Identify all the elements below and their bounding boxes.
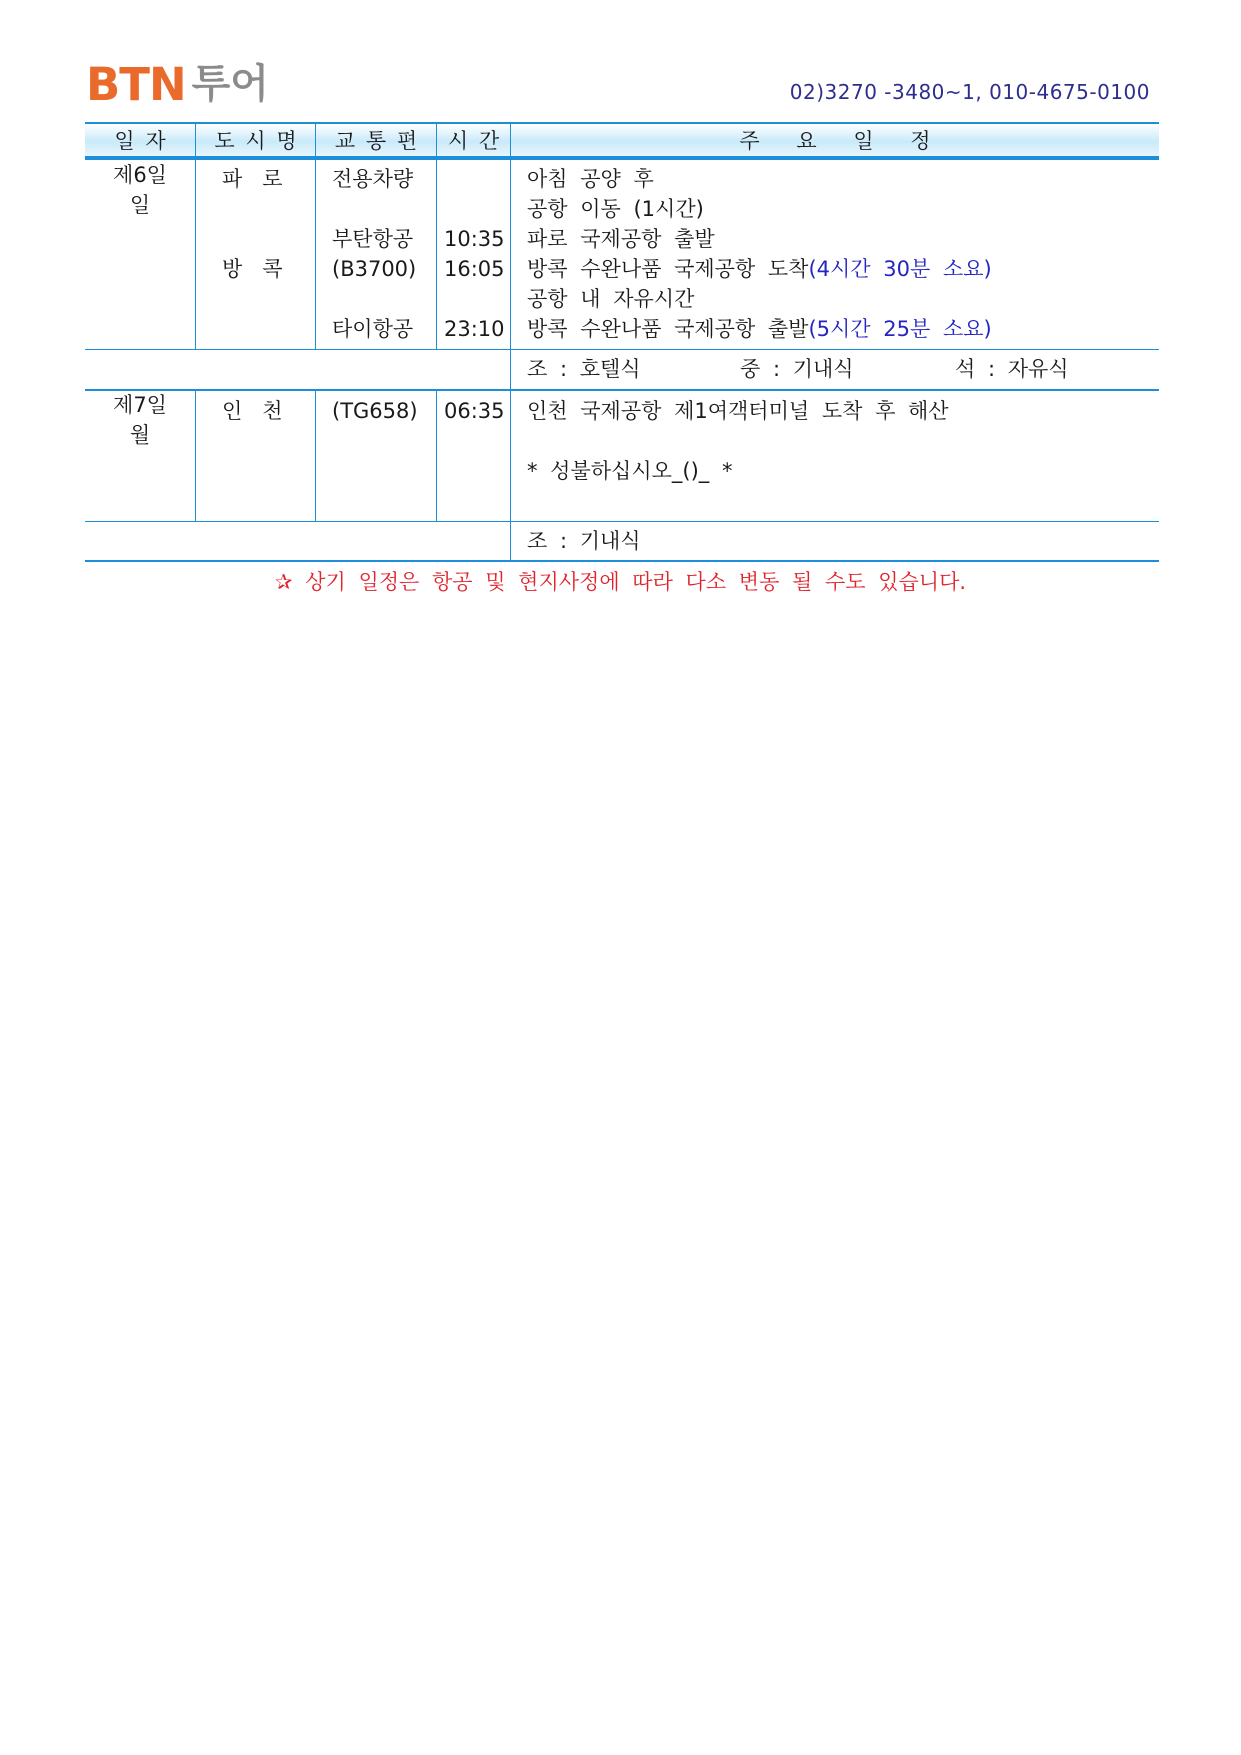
day7-date bbox=[85, 390, 195, 450]
day6-date bbox=[85, 160, 195, 220]
header-date: 일 자 bbox=[114, 129, 166, 153]
day6-schedule-line1: 아침 공양 후 bbox=[527, 167, 654, 191]
row-divider bbox=[85, 389, 1159, 391]
table-header bbox=[85, 122, 1159, 160]
day7-transport-1: (TG658) bbox=[332, 399, 418, 423]
header-divider bbox=[195, 122, 196, 160]
column-divider bbox=[436, 391, 437, 521]
column-divider bbox=[510, 160, 511, 350]
day7-weekday: 월 bbox=[129, 423, 151, 447]
header-divider bbox=[510, 122, 511, 160]
day6-transport-2: 부탄항공 bbox=[332, 227, 414, 251]
day6-schedule-line2: 공항 이동 (1시간) bbox=[527, 197, 704, 221]
column-divider bbox=[195, 391, 196, 521]
day6-schedule-line6-main: 방콕 수완나품 국제공항 출발 bbox=[527, 317, 809, 341]
day6-schedule-line4 bbox=[527, 254, 992, 284]
header-time: 시 간 bbox=[447, 129, 500, 153]
day6-transport-1: 전용차량 bbox=[332, 167, 414, 191]
column-divider bbox=[510, 391, 511, 521]
day6-city-bangkok: 방 콕 bbox=[222, 257, 283, 281]
column-divider bbox=[315, 160, 316, 350]
logo-text-korean: 투어 bbox=[191, 61, 269, 107]
header-divider bbox=[315, 122, 316, 160]
day7-time-1: 06:35 bbox=[444, 399, 505, 423]
row-divider bbox=[85, 349, 1159, 350]
day7-schedule-line2: * 성불하십시오_()_ * bbox=[527, 459, 733, 483]
column-divider bbox=[510, 350, 511, 390]
day6-schedule-line6-duration: (5시간 25분 소요) bbox=[808, 317, 992, 341]
day6-city-paro: 파 로 bbox=[222, 167, 283, 191]
header-divider bbox=[436, 122, 437, 160]
day6-schedule-line4-duration: (4시간 30분 소요) bbox=[808, 257, 992, 281]
day6-time-1: 10:35 bbox=[444, 227, 505, 251]
day6-date-number: 제6일 bbox=[113, 163, 167, 187]
day6-time-3: 23:10 bbox=[444, 317, 505, 341]
table-bottom-border bbox=[85, 560, 1159, 562]
day6-time-2: 16:05 bbox=[444, 257, 505, 281]
schedule-change-notice: ✰ 상기 일정은 항공 및 현지사정에 따라 다소 변동 될 수도 있습니다. bbox=[274, 570, 967, 594]
day6-meal-lunch: 중 : 기내식 bbox=[740, 357, 854, 381]
header-schedule: 주 요 일 정 bbox=[739, 129, 931, 153]
column-divider bbox=[436, 160, 437, 350]
day6-transport-4: 타이항공 bbox=[332, 317, 414, 341]
day7-meal-breakfast: 조 : 기내식 bbox=[527, 529, 641, 553]
column-divider bbox=[510, 522, 511, 561]
logo-text-latin: BTN bbox=[86, 57, 186, 111]
day6-schedule-line4-main: 방콕 수완나품 국제공항 도착 bbox=[527, 257, 809, 281]
day6-schedule-line5: 공항 내 자유시간 bbox=[527, 287, 695, 311]
column-divider bbox=[195, 160, 196, 350]
day6-schedule-line6 bbox=[527, 314, 992, 344]
header-transport: 교 통 편 bbox=[334, 129, 418, 153]
company-logo bbox=[86, 56, 269, 112]
contact-phone: 02)3270 -3480~1, 010-4675-0100 bbox=[789, 80, 1150, 104]
row-divider bbox=[85, 521, 1159, 522]
day6-schedule-line3: 파로 국제공항 출발 bbox=[527, 227, 715, 251]
day7-schedule-line1: 인천 국제공항 제1여객터미널 도착 후 해산 bbox=[527, 399, 949, 423]
header-city: 도 시 명 bbox=[214, 129, 297, 153]
day6-weekday: 일 bbox=[129, 193, 151, 217]
column-divider bbox=[315, 391, 316, 521]
day7-city-incheon: 인 천 bbox=[222, 399, 283, 423]
day6-meal-breakfast: 조 : 호텔식 bbox=[527, 357, 641, 381]
day7-date-number: 제7일 bbox=[113, 393, 167, 417]
day6-meal-dinner: 석 : 자유식 bbox=[955, 357, 1069, 381]
day6-transport-3: (B3700) bbox=[332, 257, 417, 281]
